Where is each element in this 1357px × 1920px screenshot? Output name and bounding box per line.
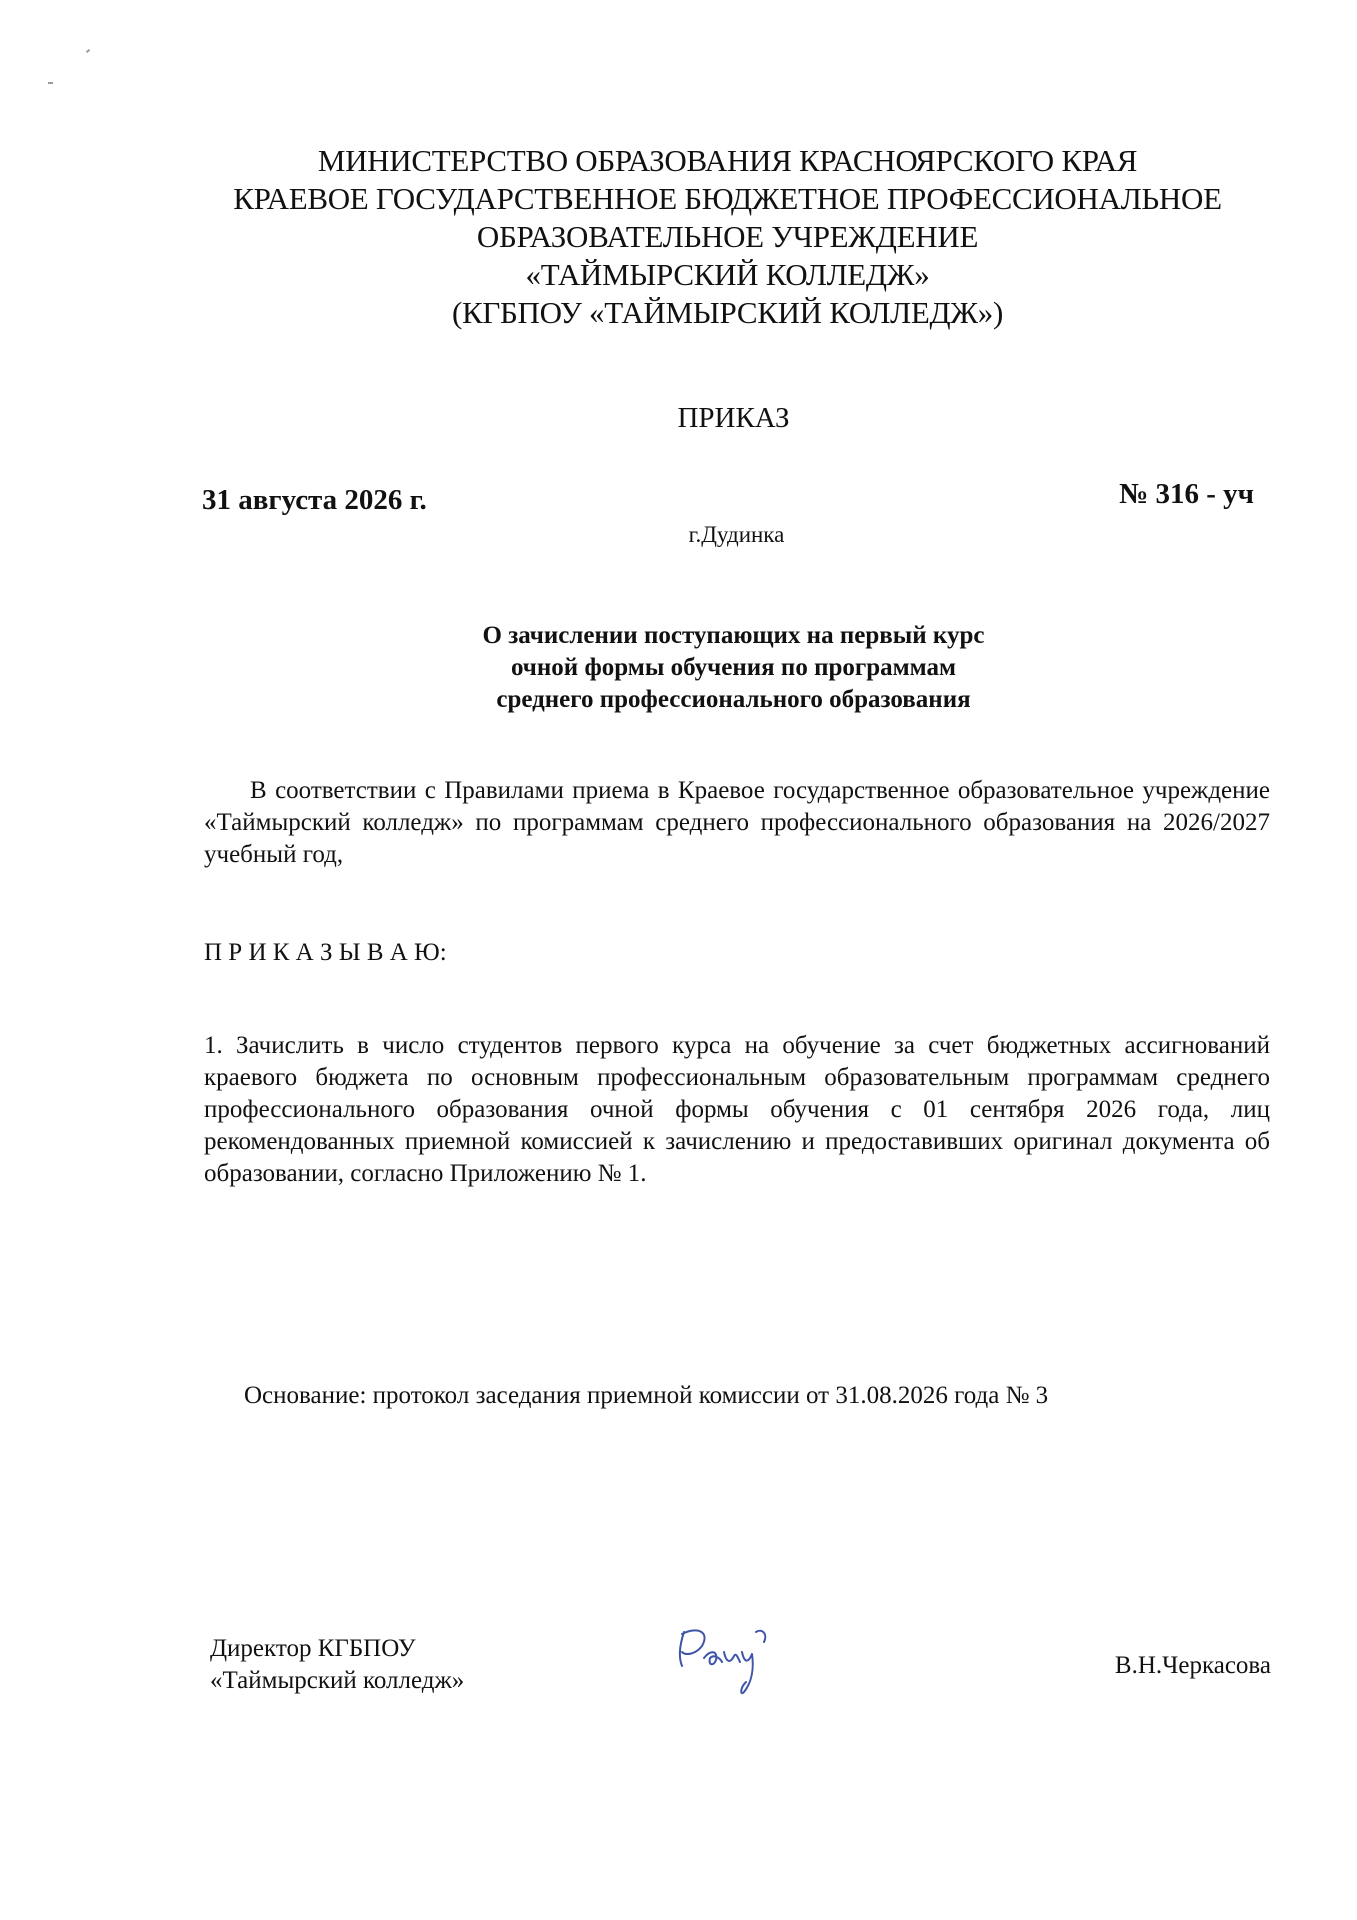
organization-header <box>49 142 1357 332</box>
document-number: № 316 - уч <box>1119 478 1254 510</box>
subject-line: среднего профессионального образования <box>496 686 971 713</box>
header-institution-name: «ТАЙМЫРСКИЙ КОЛЛЕДЖ» <box>525 257 930 292</box>
basis-line: Основание: протокол заседания приемной комиссии от 31.08.2026 года № 3 <box>244 1382 1049 1409</box>
document-subject <box>55 620 1357 716</box>
header-abbreviation: (КГБПОУ «ТАЙМЫРСКИЙ КОЛЛЕДЖ») <box>452 295 1003 330</box>
handwritten-signature <box>670 1612 800 1702</box>
header-ministry: МИНИСТЕРСТВО ОБРАЗОВАНИЯ КРАСНОЯРСКОГО КРАЯ <box>317 143 1138 178</box>
document-city: г.Дудинка <box>688 522 785 547</box>
subject-line: очной формы обучения по программам <box>510 654 957 681</box>
position-line: Директор КГБПОУ <box>210 1635 416 1662</box>
document-date: 31 августа 2026 г. <box>202 484 427 516</box>
signature-scribble <box>670 1612 800 1702</box>
document-type: ПРИКАЗ <box>677 402 790 434</box>
header-institution-type: КРАЕВОЕ ГОСУДАРСТВЕННОЕ БЮДЖЕТНОЕ ПРОФЕССИОНАЛЬНОЕ <box>233 181 1222 216</box>
subject-line: О зачислении поступающих на первый курс <box>482 622 985 649</box>
preamble-paragraph: В соответствии с Правилами приема в Краевое государственное образовательное учреждение «Таймырский колледж» по программам среднего профессионального образования на 2026/2027 учебный год, <box>204 777 1270 868</box>
scan-speck <box>48 82 53 84</box>
order-item-1: 1. Зачислить в число студентов первого курса на обучение за счет бюджетных ассигнований краевого бюджета по основным профессиональным образовательным программам среднего профессионального образования очной формы обучения с 01 сентября 2026 года, лиц рекомендованных приемной комиссией к зачислению и предоставивших оригинал документа об образовании, согласно Приложению № 1. <box>204 1032 1270 1187</box>
scan-speck <box>86 49 90 53</box>
position-line: «Таймырский колледж» <box>210 1667 465 1694</box>
signatory-name: В.Н.Черкасова <box>1114 1652 1271 1679</box>
signatory-position <box>210 1633 464 1697</box>
header-institution-kind: ОБРАЗОВАТЕЛЬНОЕ УЧРЕЖДЕНИЕ <box>476 219 979 254</box>
order-word: П Р И К А З Ы В А Ю: <box>204 939 447 966</box>
